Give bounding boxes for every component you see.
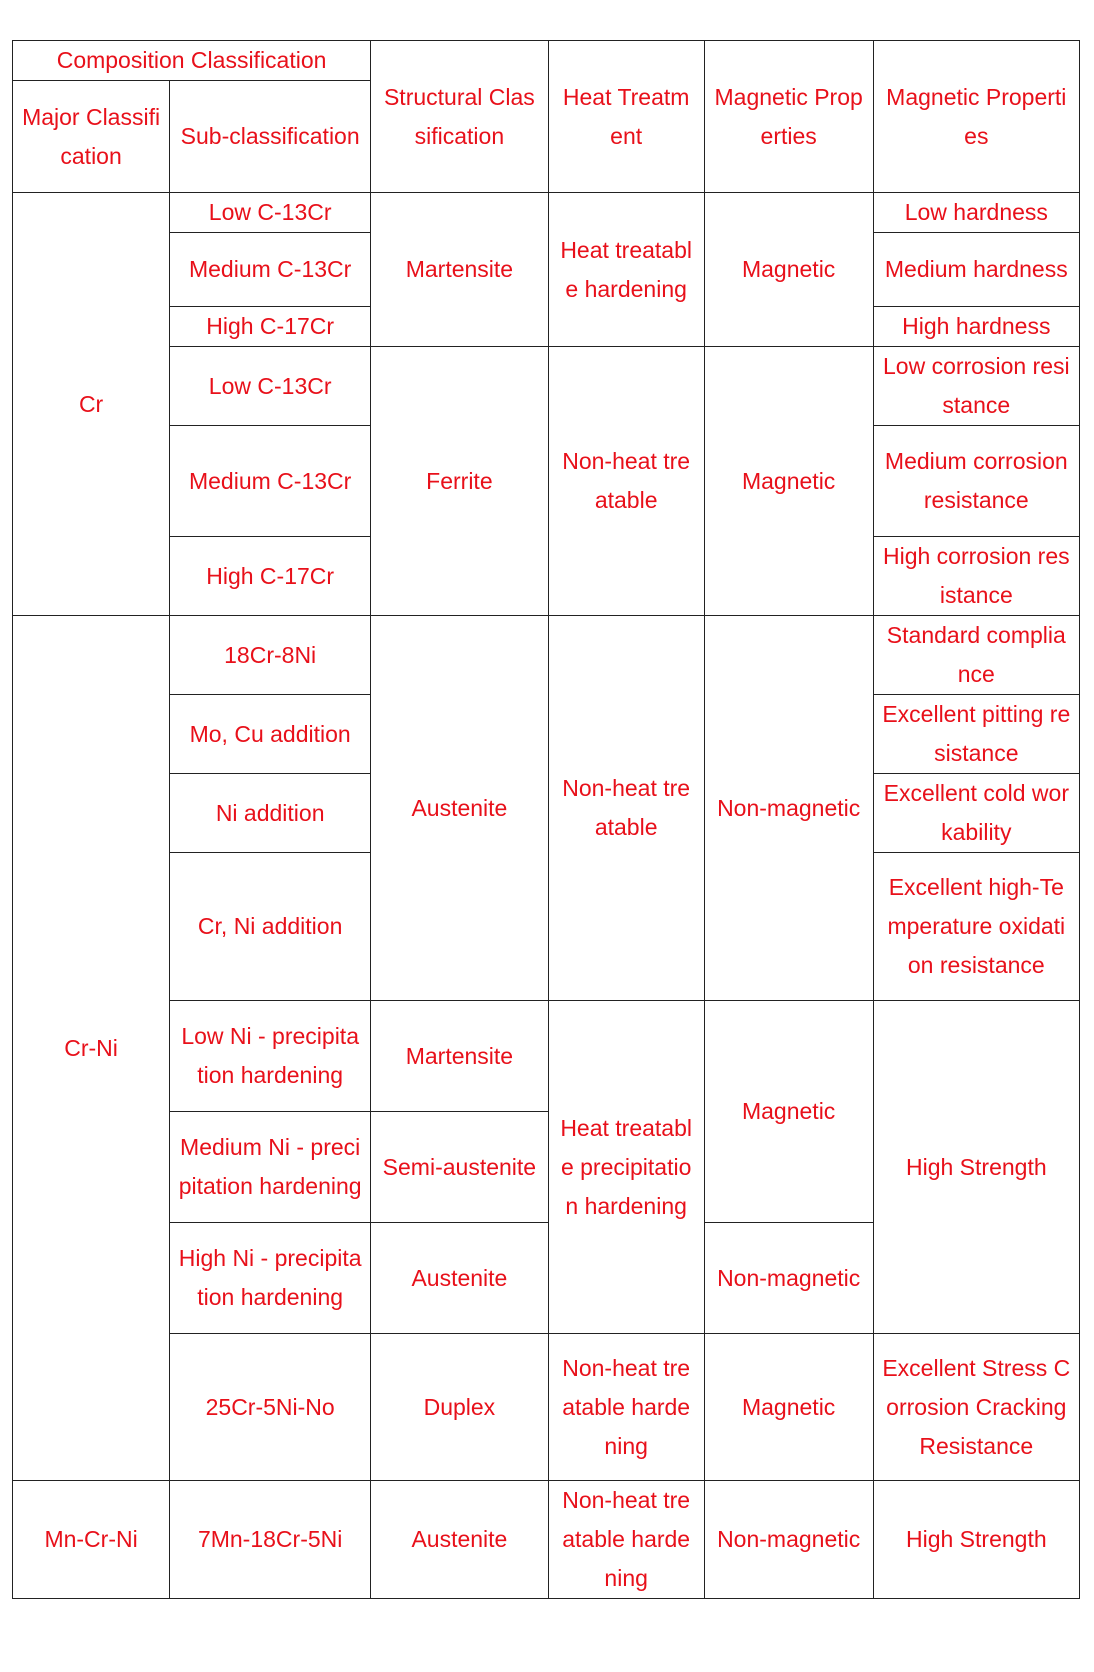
sub-classification-cell: 25Cr-5Ni-No [170, 1334, 371, 1481]
structure-cell: Martensite [371, 193, 548, 347]
header-row-top [13, 41, 1080, 81]
heat-treatment-cell: Heat treatable hardening [548, 193, 704, 347]
structure-cell: Austenite [371, 1223, 548, 1334]
sub-classification-cell: Medium C-13Cr [170, 426, 371, 537]
magnetic-cell: Magnetic [704, 347, 873, 616]
magnetic-cell: Non-magnetic [704, 616, 873, 1001]
major-classification-mn-cr-ni: Mn-Cr-Ni [13, 1481, 170, 1599]
table-row [13, 1001, 1080, 1112]
sub-classification-cell: High C-17Cr [170, 307, 371, 347]
sub-classification-cell: Mo, Cu addition [170, 695, 371, 774]
table-row [13, 193, 1080, 233]
structure-cell: Duplex [371, 1334, 548, 1481]
property-cell: High Strength [873, 1001, 1079, 1334]
stainless-steel-classification-table [12, 40, 1080, 1599]
structure-cell: Austenite [371, 1481, 548, 1599]
header-structural-classification: Structural Classification [371, 41, 548, 193]
sub-classification-cell: Cr, Ni addition [170, 853, 371, 1001]
sub-classification-cell: Ni addition [170, 774, 371, 853]
major-classification-cr-ni: Cr-Ni [13, 616, 170, 1481]
property-cell: High hardness [873, 307, 1079, 347]
heat-treatment-cell: Non-heat treatable hardening [548, 1334, 704, 1481]
sub-classification-cell: 18Cr-8Ni [170, 616, 371, 695]
sub-classification-cell: 7Mn-18Cr-5Ni [170, 1481, 371, 1599]
property-cell: Excellent cold workability [873, 774, 1079, 853]
property-cell: High Strength [873, 1481, 1079, 1599]
header-composition-classification: Composition Classification [13, 41, 371, 81]
table-row [13, 1334, 1080, 1481]
property-cell: Standard compliance [873, 616, 1079, 695]
table-row [13, 616, 1080, 695]
header-heat-treatment: Heat Treatment [548, 41, 704, 193]
magnetic-cell: Non-magnetic [704, 1223, 873, 1334]
magnetic-cell: Non-magnetic [704, 1481, 873, 1599]
sub-classification-cell: Low Ni - precipitation hardening [170, 1001, 371, 1112]
heat-treatment-cell: Non-heat treatable [548, 347, 704, 616]
structure-cell: Ferrite [371, 347, 548, 616]
property-cell: Medium hardness [873, 233, 1079, 307]
sub-classification-cell: Medium Ni - precipitation hardening [170, 1112, 371, 1223]
sub-classification-cell: Low C-13Cr [170, 347, 371, 426]
table-row [13, 347, 1080, 426]
structure-cell: Martensite [371, 1001, 548, 1112]
major-classification-cr: Cr [13, 193, 170, 616]
property-cell: Excellent high-Temperature oxidation resistance [873, 853, 1079, 1001]
magnetic-cell: Magnetic [704, 193, 873, 347]
heat-treatment-cell: Non-heat treatable [548, 616, 704, 1001]
sub-classification-cell: High Ni - precipitation hardening [170, 1223, 371, 1334]
sub-classification-cell: Low C-13Cr [170, 193, 371, 233]
sub-classification-cell: Medium C-13Cr [170, 233, 371, 307]
magnetic-cell: Magnetic [704, 1001, 873, 1223]
property-cell: High corrosion resistance [873, 537, 1079, 616]
header-sub-classification: Sub-classification [170, 81, 371, 193]
header-magnetic-properties: Magnetic Properties [704, 41, 873, 193]
property-cell: Excellent pitting resistance [873, 695, 1079, 774]
table-row [13, 1481, 1080, 1599]
property-cell: Medium corrosion resistance [873, 426, 1079, 537]
heat-treatment-cell: Heat treatable precipitation hardening [548, 1001, 704, 1334]
magnetic-cell: Magnetic [704, 1334, 873, 1481]
property-cell: Excellent Stress Corrosion Cracking Resistance [873, 1334, 1079, 1481]
header-properties: Magnetic Properties [873, 41, 1079, 193]
property-cell: Low hardness [873, 193, 1079, 233]
structure-cell: Austenite [371, 616, 548, 1001]
heat-treatment-cell: Non-heat treatable hardening [548, 1481, 704, 1599]
header-major-classification: Major Classification [13, 81, 170, 193]
structure-cell: Semi-austenite [371, 1112, 548, 1223]
property-cell: Low corrosion resistance [873, 347, 1079, 426]
sub-classification-cell: High C-17Cr [170, 537, 371, 616]
